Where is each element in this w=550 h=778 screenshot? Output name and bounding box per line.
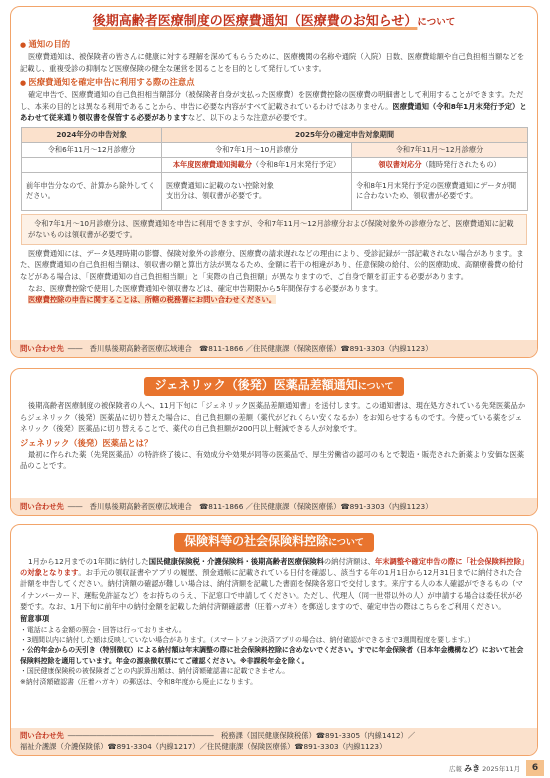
publication-date: 2025年11月	[482, 765, 520, 773]
contact-bar	[11, 498, 537, 515]
title-suffix: について	[357, 382, 394, 392]
table-cell-empty	[22, 157, 162, 172]
subheading-caution: ● 医療費通知を確定申告に利用する際の注意点	[11, 76, 537, 89]
paragraph-records: 医療費通知には、データ処理時期の影響、保険対象外の診療分、医療費の請求遅れなどの理由により、受診記録が一部記載されない場合があります。また、医療費通知の自己負担相当額は、領収書の額と算出方法が異なるため、金額に若干の相違があり、任意保険の給付、公的医療助成、高額療養費の給付などがある場合は、「医療費通知の自己負担相当額」と「実際の自己負担額」が異なりますので、ご自身で額を訂正する必要があります。	[20, 248, 524, 281]
table-header-2025: 2025年分の確定申告対象期間	[162, 127, 528, 142]
paragraph-caution	[11, 89, 537, 124]
title-main: ジェネリック（後発）医薬品差額通知	[154, 378, 358, 392]
publication-logo: みき	[464, 764, 481, 773]
text: 。お手元の領収証書やアプリの履歴、預金通帳に記載されている日付を確認し、該当する年の1月1日から12月31日までに納付された合計額を申告してください。納付済額の確認が難しい場合は、納付済額を記載した書面を保険各窓口で交付します。来庁する人の本人確認ができるもの（マイナンバーカード、運転免許証など）をお持ちのうえ、下記窓口で申請してください。ただし、代理人（同一世帯以外の人）が申請する場合は委任状が必要です。なお、1月下旬に前年中の納付金額を記載した納付済額確認書（圧着ハガキ）を郵送しますので、確定申告の際はこちらをご利用ください。	[20, 568, 523, 611]
text: の納付済額は、	[323, 557, 375, 566]
table-cell: 令和7年11月～12月診療分	[352, 142, 528, 157]
paragraph-deduction	[11, 556, 537, 612]
note-pension: ・公的年金からの天引き（特別徴収）による納付額は年末調整の際に社会保険料控除に含めないでください。すでに年金保険者（日本年金機構など）において社会保険料控除を適用しています。年金の源泉徴収票にてご確認ください。※非課税年金を除く。	[20, 646, 524, 665]
publication-name: 広報	[449, 765, 463, 773]
table-cell	[352, 157, 528, 172]
table-cell	[162, 157, 352, 172]
title-main: 後期高齢者医療制度の医療費通知	[92, 14, 288, 29]
section-title-wrap	[11, 530, 537, 552]
insurance-types: 国民健康保険税・介護保険料・後期高齢者医療保険料	[148, 557, 324, 566]
section-title-wrap	[11, 374, 537, 396]
table-cell: 令和8年1月末発行予定の医療費通知にデータが間に合わないため、領収書が必要です。	[352, 172, 528, 210]
title-main: 保険料等の社会保険料控除	[184, 534, 329, 548]
section-title-wrap	[11, 10, 537, 32]
paragraph-generic-def: 最初に作られた薬（先発医薬品）の特許終了後に、有効成分や効果が同等の医薬品で、厚生労働省の認可のもとで製造・販売された新薬より安価な医薬品のことです。	[20, 449, 525, 471]
section-title	[144, 377, 403, 396]
paragraph-retention: なお、医療費控除で使用した医療費通知や領収書などは、確定申告期限から5年間保存する必要があります。	[28, 283, 383, 293]
caution-bold: 医療費通知（令和8年1月末発行予定）とあわせて従来通り領収書を保管する必要があります	[20, 101, 527, 123]
title-suffix: について	[417, 17, 456, 28]
cell-line: 医療費通知に記載のない控除対象	[166, 181, 274, 191]
medical-expense-notice-section	[10, 6, 538, 358]
contact-bar	[11, 340, 537, 357]
contact-text: ―― 香川県後期高齢者医療広域連合 ☎811-1866 ／住民健康課（保険医療係）☎891-3303（内線1123）	[67, 502, 433, 511]
contact-text: ―― 香川県後期高齢者医療広域連合 ☎811-1866 ／住民健康課（保険医療係）☎891-3303（内線1123）	[67, 344, 433, 353]
note-item: ・3週間以内に納付した額は反映していない場合があります。（スマートフォン決済アプリの場合は、納付確認ができるまで3週間程度を要します。）	[20, 636, 475, 645]
section-title	[93, 12, 455, 32]
paragraph-generic-intro: 後期高齢者医療制度の被保険者の人へ、11月下旬に「ジェネリック医薬品差額通知書」を送付します。この通知書は、現在処方されている先発医薬品からジェネリック（後発）医薬品に切り替えた場合に、自己負担額の差額（薬代がどれくらい安くなるか）をお知らせするものです。今使っている薬をジェネリック（後発）医薬品に切り替えることで、薬代の自己負担額が200円以上軽減できる人が対象です。	[20, 401, 526, 434]
tax-office-highlight: 医療費控除の申告に関することは、所轄の税務署にお問い合わせください。	[28, 295, 277, 305]
footer	[0, 763, 550, 774]
paragraph-tax-office	[11, 294, 537, 306]
section-title	[174, 533, 374, 552]
table-cell: 令和7年1月～10月診療分	[162, 142, 352, 157]
notes-list	[11, 625, 537, 687]
receipt-label: 領収書対応分	[378, 159, 422, 169]
notice-included-label: 本年度医療費通知掲載分	[172, 159, 252, 169]
cell-line: 支出分は、領収書が必要です。	[166, 191, 267, 201]
subheading-purpose: ● 通知の目的	[11, 38, 537, 51]
title-paren: （医療費のお知らせ）	[287, 14, 418, 29]
note-item	[20, 645, 528, 666]
receipt-note: （随時発行されたもの）	[421, 159, 501, 169]
table-cell: 前年申告分なので、計算から除外してください。	[22, 172, 162, 210]
caution-tail: など、以下のような注意が必要です。	[187, 113, 312, 123]
subheading-generic: ジェネリック（後発）医薬品とは？	[20, 437, 153, 448]
note-box: 令和7年1月～10月診療分は、医療費通知を申告に利用できますが、令和7年11月～12月診療分および保険対象外の診療分など、医療費通知に記載がないものは領収書が必要です。	[21, 214, 527, 245]
contact-label: 問い合わせ先	[20, 502, 64, 511]
title-suffix: について	[328, 538, 364, 548]
caution-text: 確定申告で、医療費通知の自己負担相当額部分（被保険者自身が支払った医療費）を医療費控除の医療費の明細書として利用することができます。ただし、本来の目的とは異なる利用であることから、申告に必要な内容がすべて記載されているわけではありません。	[20, 90, 524, 111]
text: 1月から12月までの1年間に納付した	[28, 557, 149, 566]
table-cell: 令和6年11月～12月診療分	[22, 142, 162, 157]
page-number: 6	[526, 760, 544, 776]
contact-text-2: 福祉介護課（介護保険係）☎891-3304（内線1217）／住民健康課（保険医療係）☎891-3303（内線1123）	[20, 741, 387, 751]
deduction-highlight: 年末調整や確定申告の際に「社会保険料控除」の対象となります	[20, 557, 525, 578]
contact-label: 問い合わせ先	[20, 344, 64, 353]
notes-title: 留意事項	[20, 614, 50, 624]
note-item: ・国民健康保険税の被保険者ごとの内訳算出額は、納付済額確認書に記載できません。	[20, 667, 290, 676]
period-table	[21, 127, 528, 211]
note-item: ※納付済額確認書（圧着ハガキ）の郵送は、令和8年度から廃止になります。	[20, 677, 257, 686]
table-header-2024: 2024年分の申告対象	[22, 127, 162, 142]
notice-included-note: （令和8年1月末発行予定）	[251, 159, 341, 169]
table-cell	[162, 172, 352, 210]
contact-label: 問い合わせ先	[20, 731, 64, 740]
contact-text: ―――――――――――――――――――― 税務課（国民健康保険税係）☎891-3305（内線1412）／	[67, 731, 416, 740]
note-item: ・電話による金額の照会・回答は行っておりません。	[20, 625, 186, 634]
social-insurance-deduction-section	[10, 524, 538, 756]
paragraph-purpose: 医療費通知は、被保険者の皆さんに健康に対する理解を深めてもらうために、医療機関の名称や通院（入院）日数、医療費総額や自己負担相当額などを記載し、重複受診の抑制など医療保険の健全な運営を図ることを目的として発行しています。	[20, 52, 525, 73]
contact-bar	[11, 728, 537, 755]
generic-drug-notice-section	[10, 368, 538, 516]
